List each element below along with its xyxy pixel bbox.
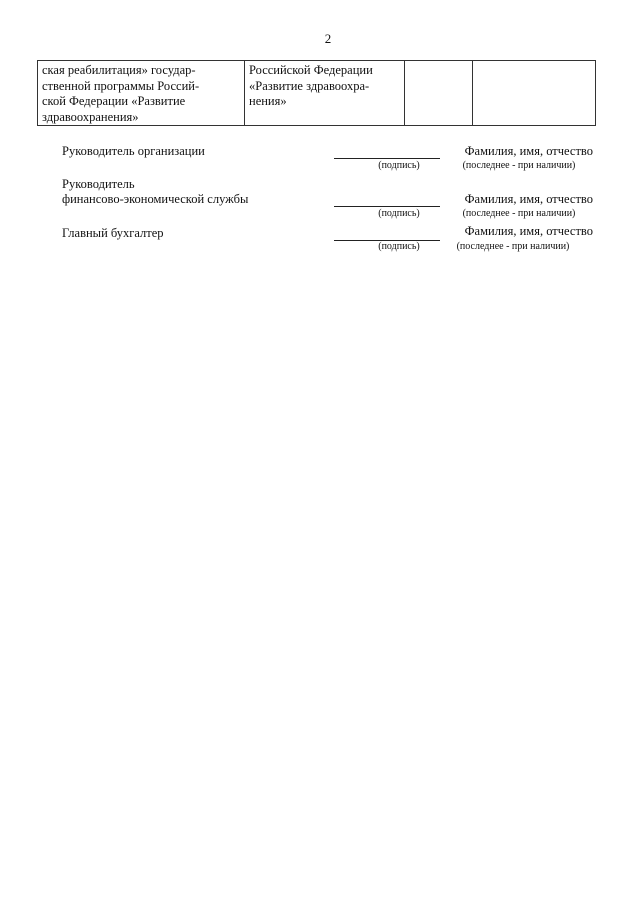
signatory-name: Фамилия, имя, отчество [464,192,593,206]
cell-text: Российской Федерации «Развитие здравоохра- нения» [249,63,373,108]
signature-caption: (подпись) [378,160,420,171]
signatory-title: Руководитель организации [62,144,205,158]
table-row [38,61,596,126]
signature-line [334,158,440,159]
table-cell [245,61,405,126]
signatory-name: Фамилия, имя, отчество [464,144,593,158]
signatory-name: Фамилия, имя, отчество [464,224,593,238]
table-cell [405,61,473,126]
continuation-table [37,60,596,126]
table-cell [38,61,245,126]
signatory-title: Главный бухгалтер [62,226,164,240]
signatory-title: Руководитель финансово-экономической службы [62,177,249,206]
table-cell [473,61,596,126]
signature-line [334,206,440,207]
page-number: 2 [324,31,332,46]
signatory-name-caption: (последнее - при наличии) [456,241,570,252]
signatory-name-caption: (последнее - при наличии) [462,160,576,171]
signature-caption: (подпись) [378,208,420,219]
cell-text: ская реабилитация» государ- ственной программы Россий- ской Федерации «Развитие здравоохранения» [42,63,200,124]
signatory-name-caption: (последнее - при наличии) [462,208,576,219]
signature-caption: (подпись) [378,241,420,252]
